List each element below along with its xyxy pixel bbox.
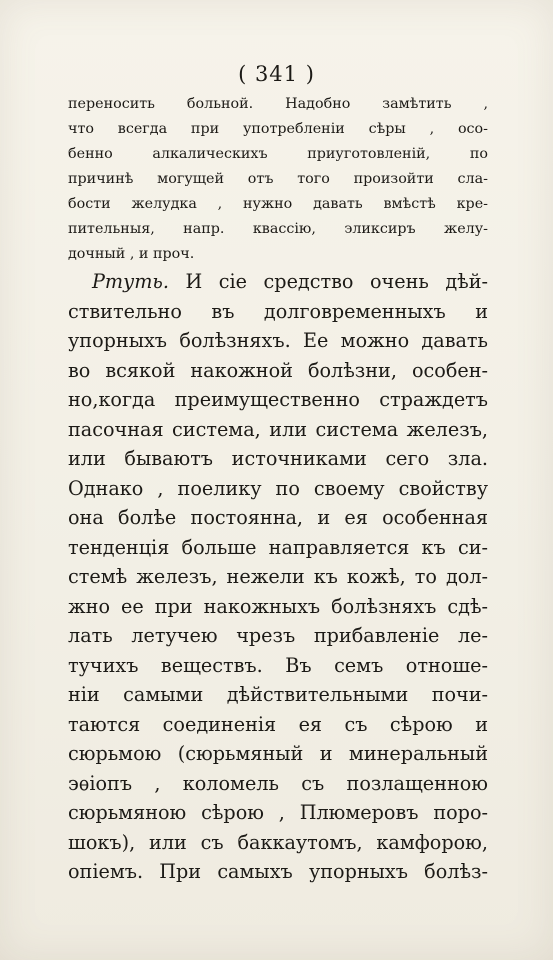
- paragraph-mercury: [68, 267, 488, 887]
- text-line: ніи самыми дѣйствительными почи-: [68, 683, 488, 706]
- text-line: лать летучею чрезъ прибавленіе ле-: [68, 624, 488, 647]
- text-line: тучихъ веществъ. Въ семъ отноше-: [68, 653, 488, 677]
- section-lead-word: Ртуть.: [92, 270, 169, 293]
- text-line: что всегда при употребленіи сѣры , осо-: [68, 121, 488, 137]
- text-line: дочный , и проч.: [68, 246, 195, 262]
- text-line: тенденція больше направляется къ си-: [68, 535, 488, 559]
- first-line-text: И сіе средство очень дѣй-: [185, 270, 488, 293]
- text-line: она болѣе постоянна, и ея особенная: [68, 506, 488, 529]
- text-line: опіемъ. При самыхъ упорныхъ болѣз-: [68, 860, 488, 883]
- text-line: или бываютъ источниками сего зла.: [68, 447, 488, 470]
- text-line: ствительно въ долговременныхъ и: [68, 299, 488, 323]
- text-line: сюрьмяною сѣрою , Плюмеровъ поро-: [68, 801, 488, 824]
- text-line: но,когда преимущественно страждетъ: [68, 388, 488, 411]
- text-line: шокъ), или съ баккаутомъ, камфорою,: [68, 830, 488, 854]
- text-line: таются соединенія ея съ сѣрою и: [68, 712, 488, 736]
- text-line: эѳіопъ , коломель съ позлащенною: [68, 771, 488, 795]
- text-line: сюрьмою (сюрьмяный и минеральный: [68, 742, 488, 765]
- text-line: пасочная система, или система железъ,: [68, 417, 488, 441]
- text-line: жно ее при накожныхъ болѣзняхъ сдѣ-: [68, 594, 488, 618]
- text-line-first: [68, 267, 488, 297]
- text-line: во всякой накожной болѣзни, особен-: [68, 358, 488, 382]
- page-number: ( 341 ): [238, 62, 315, 86]
- paragraph-sulfur-continuation: [68, 92, 488, 267]
- text-line: стемѣ железъ, нежели къ кожѣ, то дол-: [68, 565, 488, 588]
- text-line: упорныхъ болѣзняхъ. Ее можно давать: [68, 329, 488, 352]
- text-line: пительныя, напр. квассію, эликсиръ желу-: [68, 221, 488, 237]
- text-line: бенно алкалическихъ приуготовленій, по: [68, 146, 488, 162]
- text-line: бости желудка , нужно давать вмѣстѣ кре-: [68, 196, 488, 212]
- text-line: причинѣ могущей отъ того произойти сла-: [68, 171, 488, 187]
- text-line: переносить больной. Надобно замѣтить ,: [68, 96, 488, 112]
- page-body: [68, 92, 488, 887]
- text-line: Однако , поелику по своему свойству: [68, 476, 488, 500]
